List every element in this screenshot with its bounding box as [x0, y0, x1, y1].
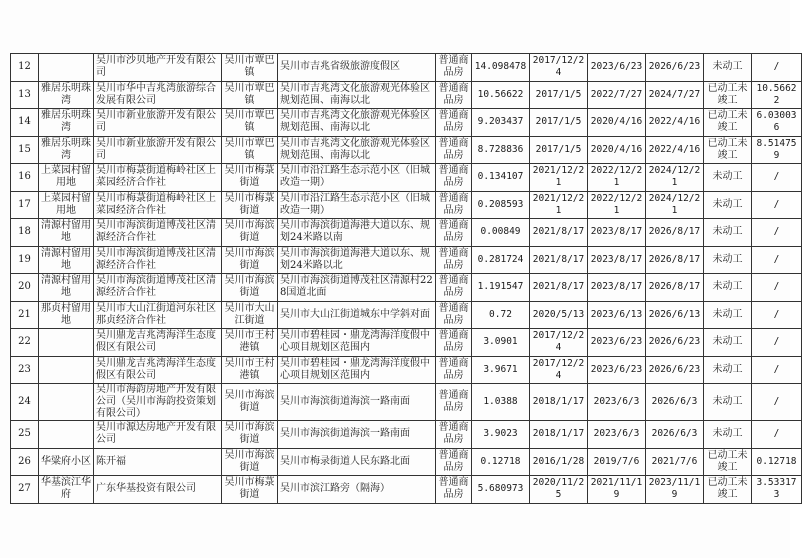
location-cell: 吴川市海滨街道博茂社区清源村228国道北面 [278, 274, 436, 302]
location-cell: 吴川市吉兆湾文化旅游观光体验区规划范围、南海以北 [278, 136, 436, 164]
row-number-cell: 18 [11, 219, 39, 247]
construction-status-cell: 未动工 [704, 164, 752, 192]
company-cell: 广东华基投资有限公司 [94, 476, 222, 504]
town-cell: 吴川市梅菉街道 [222, 191, 278, 219]
required-start-date-cell: 2022/7/27 [588, 81, 646, 109]
location-cell: 吴川市海滨街道海港大道以东、规划24米路以北 [278, 246, 436, 274]
area-cell: 0.72 [472, 301, 530, 329]
land-use-type-cell: 普通商品房 [436, 274, 472, 302]
idle-area-cell: / [752, 421, 802, 449]
agreed-start-date-cell: 2017/1/5 [530, 136, 588, 164]
area-cell: 3.9023 [472, 421, 530, 449]
company-cell: 吴川市海滨街道博茂社区清源经济合作社 [94, 246, 222, 274]
row-number-cell: 23 [11, 356, 39, 384]
location-cell: 吴川市吉兆湾文化旅游观光体验区规划范围、南海以北 [278, 81, 436, 109]
completion-deadline-cell: 2022/4/16 [646, 109, 704, 137]
required-start-date-cell: 2023/6/23 [588, 54, 646, 82]
project-name-cell [39, 356, 94, 384]
company-cell: 吴川市新业旅游开发有限公司 [94, 136, 222, 164]
location-cell: 吴川市海滨街道海港大道以东、规划24米路以南 [278, 219, 436, 247]
required-start-date-cell: 2022/12/21 [588, 164, 646, 192]
construction-status-cell: 已动工未竣工 [704, 136, 752, 164]
area-cell: 0.281724 [472, 246, 530, 274]
land-use-type-cell: 普通商品房 [436, 448, 472, 476]
idle-area-cell: 10.56622 [752, 81, 802, 109]
project-name-cell: 上菜园村留用地 [39, 191, 94, 219]
table-row [11, 164, 802, 192]
land-use-type-cell: 普通商品房 [436, 476, 472, 504]
land-parcel-table [10, 53, 802, 504]
row-number-cell: 22 [11, 329, 39, 357]
table-row [11, 421, 802, 449]
completion-deadline-cell: 2026/6/3 [646, 384, 704, 421]
row-number-cell: 27 [11, 476, 39, 504]
land-use-type-cell: 普通商品房 [436, 384, 472, 421]
area-cell: 0.00849 [472, 219, 530, 247]
idle-area-cell: / [752, 356, 802, 384]
town-cell: 吴川市王村港镇 [222, 329, 278, 357]
agreed-start-date-cell: 2021/8/17 [530, 219, 588, 247]
completion-deadline-cell: 2026/6/23 [646, 329, 704, 357]
completion-deadline-cell: 2026/6/23 [646, 356, 704, 384]
company-cell: 吴川市梅菉街道梅岭社区上菜园经济合作社 [94, 191, 222, 219]
completion-deadline-cell: 2024/7/27 [646, 81, 704, 109]
land-use-type-cell: 普通商品房 [436, 329, 472, 357]
row-number-cell: 12 [11, 54, 39, 82]
row-number-cell: 13 [11, 81, 39, 109]
area-cell: 0.208593 [472, 191, 530, 219]
agreed-start-date-cell: 2020/5/13 [530, 301, 588, 329]
table-row [11, 329, 802, 357]
idle-area-cell: 8.514759 [752, 136, 802, 164]
idle-area-cell: / [752, 274, 802, 302]
construction-status-cell: 未动工 [704, 356, 752, 384]
idle-area-cell: / [752, 219, 802, 247]
idle-area-cell: 3.533173 [752, 476, 802, 504]
idle-area-cell: 6.030036 [752, 109, 802, 137]
land-use-type-cell: 普通商品房 [436, 246, 472, 274]
row-number-cell: 21 [11, 301, 39, 329]
agreed-start-date-cell: 2021/8/17 [530, 274, 588, 302]
agreed-start-date-cell: 2017/1/5 [530, 81, 588, 109]
construction-status-cell: 未动工 [704, 274, 752, 302]
completion-deadline-cell: 2026/8/17 [646, 219, 704, 247]
agreed-start-date-cell: 2018/1/17 [530, 421, 588, 449]
completion-deadline-cell: 2022/4/16 [646, 136, 704, 164]
location-cell: 吴川市吉兆省级旅游度假区 [278, 54, 436, 82]
required-start-date-cell: 2023/6/13 [588, 301, 646, 329]
project-name-cell: 华粱府小区 [39, 448, 94, 476]
project-name-cell: 那贞村留用地 [39, 301, 94, 329]
town-cell: 吴川市覃巴镇 [222, 81, 278, 109]
completion-deadline-cell: 2026/6/23 [646, 54, 704, 82]
required-start-date-cell: 2023/8/17 [588, 246, 646, 274]
completion-deadline-cell: 2026/8/17 [646, 246, 704, 274]
area-cell: 9.203437 [472, 109, 530, 137]
location-cell: 吴川市海滨街道海滨一路南面 [278, 421, 436, 449]
idle-area-cell: / [752, 246, 802, 274]
land-use-type-cell: 普通商品房 [436, 164, 472, 192]
idle-area-cell: / [752, 384, 802, 421]
agreed-start-date-cell: 2017/12/24 [530, 329, 588, 357]
area-cell: 0.12718 [472, 448, 530, 476]
required-start-date-cell: 2023/6/23 [588, 329, 646, 357]
required-start-date-cell: 2023/6/3 [588, 421, 646, 449]
town-cell: 吴川市覃巴镇 [222, 136, 278, 164]
project-name-cell: 清源村留用地 [39, 246, 94, 274]
company-cell: 吴川市海滨街道博茂社区清源经济合作社 [94, 219, 222, 247]
table-row [11, 136, 802, 164]
project-name-cell: 雅居乐明珠湾 [39, 81, 94, 109]
idle-area-cell: / [752, 54, 802, 82]
agreed-start-date-cell: 2021/12/21 [530, 164, 588, 192]
agreed-start-date-cell: 2018/1/17 [530, 384, 588, 421]
required-start-date-cell: 2020/4/16 [588, 136, 646, 164]
required-start-date-cell: 2023/6/23 [588, 356, 646, 384]
area-cell: 5.680973 [472, 476, 530, 504]
agreed-start-date-cell: 2021/12/21 [530, 191, 588, 219]
required-start-date-cell: 2023/8/17 [588, 219, 646, 247]
area-cell: 10.56622 [472, 81, 530, 109]
construction-status-cell: 未动工 [704, 191, 752, 219]
completion-deadline-cell: 2026/6/3 [646, 421, 704, 449]
town-cell: 吴川市海滨街道 [222, 448, 278, 476]
agreed-start-date-cell: 2020/11/25 [530, 476, 588, 504]
construction-status-cell: 未动工 [704, 219, 752, 247]
completion-deadline-cell: 2023/11/19 [646, 476, 704, 504]
company-cell: 吴川市海韵房地产开发有限公司（吴川市海韵投资策划有限公司） [94, 384, 222, 421]
construction-status-cell: 未动工 [704, 421, 752, 449]
construction-status-cell: 未动工 [704, 54, 752, 82]
completion-deadline-cell: 2024/12/21 [646, 191, 704, 219]
location-cell: 吴川市沿江路生态示范小区（旧城改造一期） [278, 164, 436, 192]
company-cell: 吴川市源达房地产开发有限公司 [94, 421, 222, 449]
land-use-type-cell: 普通商品房 [436, 219, 472, 247]
land-use-type-cell: 普通商品房 [436, 191, 472, 219]
required-start-date-cell: 2022/12/21 [588, 191, 646, 219]
project-name-cell: 清源村留用地 [39, 274, 94, 302]
town-cell: 吴川市覃巴镇 [222, 109, 278, 137]
land-use-type-cell: 普通商品房 [436, 421, 472, 449]
completion-deadline-cell: 2024/12/21 [646, 164, 704, 192]
project-name-cell: 上菜园村留用地 [39, 164, 94, 192]
company-cell: 陈开福 [94, 448, 222, 476]
land-use-type-cell: 普通商品房 [436, 301, 472, 329]
table-row [11, 356, 802, 384]
town-cell: 吴川市梅菉街道 [222, 164, 278, 192]
construction-status-cell: 已动工未竣工 [704, 448, 752, 476]
location-cell: 吴川市沿江路生态示范小区（旧城改造一期） [278, 191, 436, 219]
required-start-date-cell: 2021/11/19 [588, 476, 646, 504]
row-number-cell: 16 [11, 164, 39, 192]
agreed-start-date-cell: 2021/8/17 [530, 246, 588, 274]
area-cell: 0.134107 [472, 164, 530, 192]
company-cell: 吴川市新业旅游开发有限公司 [94, 109, 222, 137]
land-use-type-cell: 普通商品房 [436, 109, 472, 137]
table-row [11, 191, 802, 219]
location-cell: 吴川市梅录街道人民东路北面 [278, 448, 436, 476]
table-row [11, 109, 802, 137]
idle-area-cell: / [752, 301, 802, 329]
required-start-date-cell: 2019/7/6 [588, 448, 646, 476]
location-cell: 吴川市海滨街道海滨一路南面 [278, 384, 436, 421]
town-cell: 吴川市梅菉街道 [222, 476, 278, 504]
town-cell: 吴川市海滨街道 [222, 384, 278, 421]
project-name-cell: 华基滨江华府 [39, 476, 94, 504]
completion-deadline-cell: 2021/7/6 [646, 448, 704, 476]
agreed-start-date-cell: 2017/12/24 [530, 54, 588, 82]
location-cell: 吴川市碧桂园・鼎龙湾海洋度假中心项目规划区范围内 [278, 329, 436, 357]
project-name-cell: 雅居乐明珠湾 [39, 109, 94, 137]
construction-status-cell: 未动工 [704, 384, 752, 421]
area-cell: 14.098478 [472, 54, 530, 82]
table-row [11, 54, 802, 82]
table-row [11, 274, 802, 302]
location-cell: 吴川市大山江街道城东中学斜对面 [278, 301, 436, 329]
table-row [11, 81, 802, 109]
land-use-type-cell: 普通商品房 [436, 356, 472, 384]
table-row [11, 476, 802, 504]
table-row [11, 384, 802, 421]
town-cell: 吴川市海滨街道 [222, 219, 278, 247]
required-start-date-cell: 2023/8/17 [588, 274, 646, 302]
table-row [11, 448, 802, 476]
idle-area-cell: / [752, 164, 802, 192]
completion-deadline-cell: 2026/8/17 [646, 274, 704, 302]
company-cell: 吴川市大山江街道河东社区那贞经济合作社 [94, 301, 222, 329]
land-use-type-cell: 普通商品房 [436, 81, 472, 109]
location-cell: 吴川市吉兆湾文化旅游观光体验区规划范围、南海以北 [278, 109, 436, 137]
required-start-date-cell: 2023/6/3 [588, 384, 646, 421]
row-number-cell: 25 [11, 421, 39, 449]
project-name-cell [39, 54, 94, 82]
row-number-cell: 14 [11, 109, 39, 137]
company-cell: 吴川鼎龙吉兆湾海洋生态度假区有限公司 [94, 329, 222, 357]
idle-area-cell: / [752, 329, 802, 357]
agreed-start-date-cell: 2017/12/24 [530, 356, 588, 384]
area-cell: 1.0388 [472, 384, 530, 421]
construction-status-cell: 未动工 [704, 329, 752, 357]
company-cell: 吴川市海滨街道博茂社区清源经济合作社 [94, 274, 222, 302]
project-name-cell [39, 329, 94, 357]
company-cell: 吴川市华中吉兆湾旅游综合发展有限公司 [94, 81, 222, 109]
town-cell: 吴川市海滨街道 [222, 274, 278, 302]
area-cell: 3.0901 [472, 329, 530, 357]
area-cell: 8.728836 [472, 136, 530, 164]
agreed-start-date-cell: 2017/1/5 [530, 109, 588, 137]
town-cell: 吴川市覃巴镇 [222, 54, 278, 82]
location-cell: 吴川市滨江路旁（隔海） [278, 476, 436, 504]
construction-status-cell: 已动工未竣工 [704, 81, 752, 109]
construction-status-cell: 未动工 [704, 246, 752, 274]
company-cell: 吴川鼎龙吉兆湾海洋生态度假区有限公司 [94, 356, 222, 384]
company-cell: 吴川市梅菉街道梅岭社区上菜园经济合作社 [94, 164, 222, 192]
table-row [11, 219, 802, 247]
town-cell: 吴川市海滨街道 [222, 246, 278, 274]
project-name-cell: 雅居乐明珠湾 [39, 136, 94, 164]
row-number-cell: 17 [11, 191, 39, 219]
area-cell: 3.9671 [472, 356, 530, 384]
location-cell: 吴川市碧桂园・鼎龙湾海洋度假中心项目规划区范围内 [278, 356, 436, 384]
agreed-start-date-cell: 2016/1/28 [530, 448, 588, 476]
row-number-cell: 20 [11, 274, 39, 302]
project-name-cell: 清源村留用地 [39, 219, 94, 247]
company-cell: 吴川市沙贝地产开发有限公司 [94, 54, 222, 82]
land-use-type-cell: 普通商品房 [436, 54, 472, 82]
land-use-type-cell: 普通商品房 [436, 136, 472, 164]
table-body [11, 54, 802, 504]
construction-status-cell: 已动工未竣工 [704, 476, 752, 504]
required-start-date-cell: 2020/4/16 [588, 109, 646, 137]
construction-status-cell: 已动工未竣工 [704, 109, 752, 137]
row-number-cell: 24 [11, 384, 39, 421]
idle-area-cell: 0.12718 [752, 448, 802, 476]
row-number-cell: 26 [11, 448, 39, 476]
row-number-cell: 19 [11, 246, 39, 274]
table-row [11, 301, 802, 329]
construction-status-cell: 未动工 [704, 301, 752, 329]
idle-area-cell: / [752, 191, 802, 219]
town-cell: 吴川市大山江街道 [222, 301, 278, 329]
row-number-cell: 15 [11, 136, 39, 164]
town-cell: 吴川市王村港镇 [222, 356, 278, 384]
project-name-cell [39, 421, 94, 449]
project-name-cell [39, 384, 94, 421]
table-row [11, 246, 802, 274]
completion-deadline-cell: 2026/6/13 [646, 301, 704, 329]
town-cell: 吴川市海滨街道 [222, 421, 278, 449]
area-cell: 1.191547 [472, 274, 530, 302]
